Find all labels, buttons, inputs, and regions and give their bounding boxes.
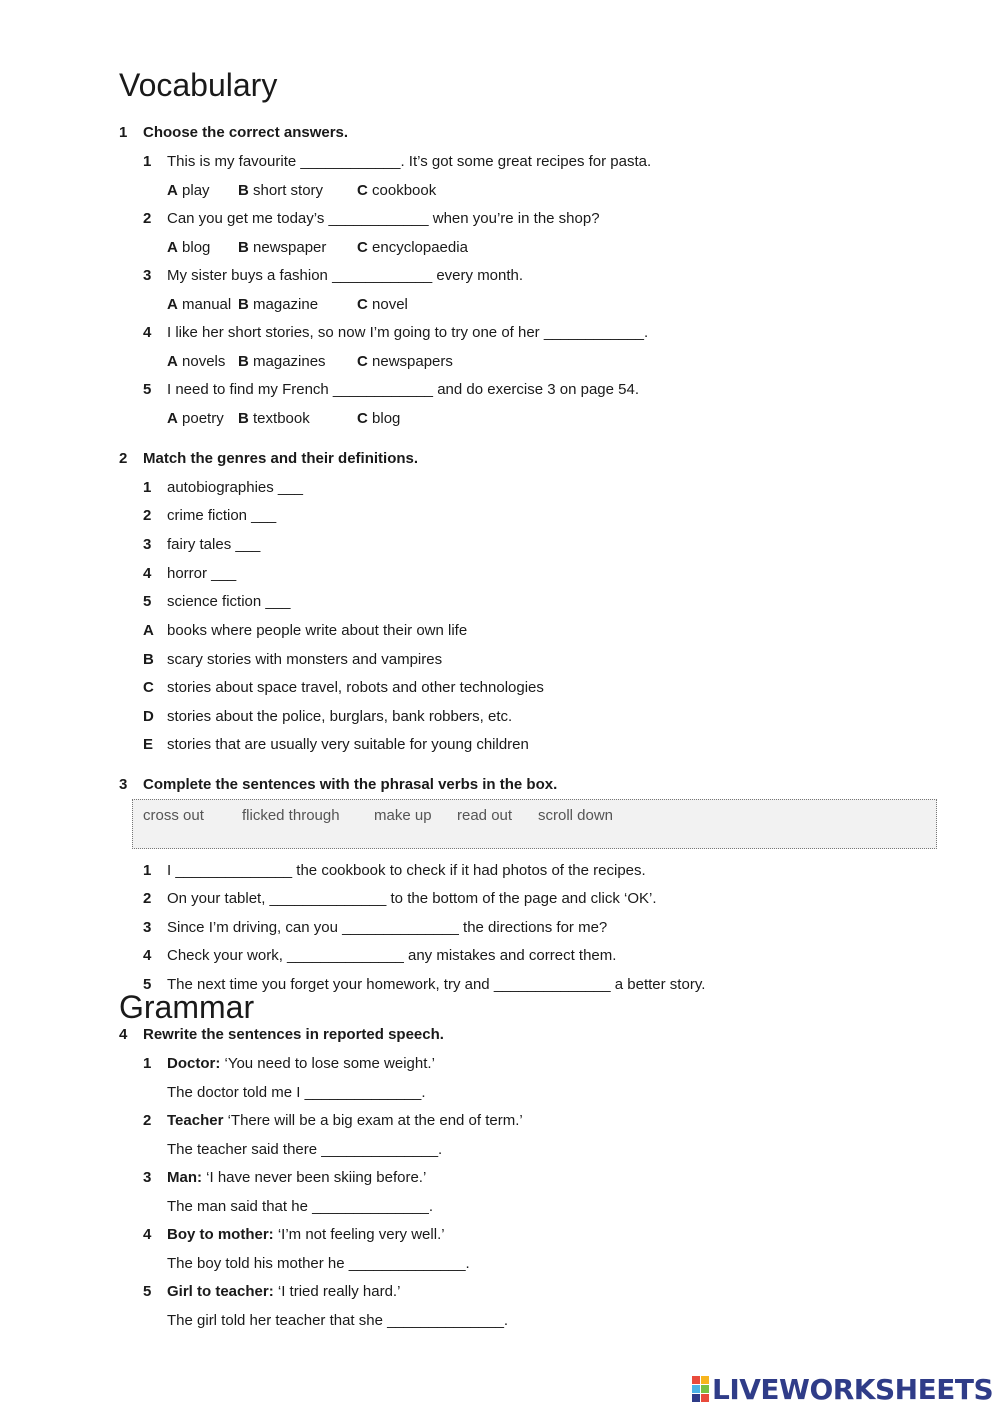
item-number: 5 [143, 381, 152, 398]
question-text: My sister buys a fashion ____________ every month. [167, 267, 524, 284]
option-b[interactable]: B magazines [238, 353, 326, 370]
quote: ‘I have never been skiing before.’ [202, 1169, 427, 1186]
quote: ‘You need to lose some weight.’ [220, 1055, 435, 1072]
section-title-vocabulary: Vocabulary [119, 67, 278, 103]
definition-item: C stories about space travel, robots and other technologies [143, 679, 544, 696]
option-b[interactable]: B textbook [238, 410, 310, 427]
definition-item: E stories that are usually very suitable for young children [143, 736, 529, 753]
exercise-number: 3 [119, 776, 128, 793]
speaker: Teacher [167, 1112, 224, 1129]
box-word: flicked through [242, 807, 340, 824]
box-word: scroll down [538, 807, 614, 824]
genre-item: 5 science fiction ___ [143, 593, 291, 610]
quote: ‘I tried really hard.’ [273, 1283, 401, 1300]
exercise-1-instruction [119, 124, 348, 141]
answer-line: The teacher said there ______________. [167, 1141, 443, 1158]
word-box [132, 799, 937, 849]
exercise-2-instruction [119, 450, 418, 467]
answer-line: The doctor told me I ______________. [167, 1084, 426, 1101]
quote-item: 3 Man: ‘I have never been skiing before.’ [143, 1169, 427, 1186]
option-b[interactable]: B magazine [238, 296, 319, 313]
instruction-text: Complete the sentences with the phrasal verbs in the box. [143, 776, 558, 793]
genre-item: 1 autobiographies ___ [143, 479, 303, 496]
genre-item: 4 horror ___ [143, 565, 237, 582]
quote-item: 2 Teacher ‘There will be a big exam at the end of term.’ [143, 1112, 523, 1129]
exercise-number: 2 [119, 450, 128, 467]
answer-line: The man said that he ______________. [167, 1198, 434, 1215]
question-item [143, 153, 651, 170]
answer-line: The boy told his mother he ______________. [167, 1255, 470, 1272]
option-a[interactable]: A novels [167, 353, 226, 370]
exercise-number: 1 [119, 124, 128, 141]
quote-item: 1 Doctor: ‘You need to lose some weight.’ [143, 1055, 435, 1072]
section-title-grammar: Grammar [119, 989, 255, 1025]
question-text: I need to find my French ____________ and do exercise 3 on page 54. [167, 381, 640, 398]
genre-item: 2 crime fiction ___ [143, 507, 277, 524]
speaker: Boy to mother: [167, 1226, 274, 1243]
liveworksheets-logo [692, 1373, 993, 1405]
item-number: 4 [143, 324, 152, 341]
quote: ‘There will be a big exam at the end of term.’ [223, 1112, 523, 1129]
sentence-item: 2 On your tablet, ______________ to the bottom of the page and click ‘OK’. [143, 890, 657, 907]
option-c[interactable]: C blog [357, 410, 401, 427]
item-number: 2 [143, 210, 152, 227]
question-item [143, 381, 639, 398]
definition-item: A books where people write about their own life [143, 622, 468, 639]
instruction-text: Choose the correct answers. [143, 124, 349, 141]
sentence-item: 4 Check your work, ______________ any mistakes and correct them. [143, 947, 617, 964]
genre-item: 3 fairy tales ___ [143, 536, 261, 553]
quote: ‘I’m not feeling very well.’ [273, 1226, 445, 1243]
option-c[interactable]: C cookbook [357, 182, 437, 199]
definition-item: B scary stories with monsters and vampires [143, 651, 443, 668]
option-c[interactable]: C encyclopaedia [357, 239, 468, 256]
option-c[interactable]: C newspapers [357, 353, 453, 370]
sentence-item: 3 Since I’m driving, can you ______________ the directions for me? [143, 919, 608, 936]
option-a[interactable]: A blog [167, 239, 211, 256]
question-item [143, 210, 600, 227]
item-number: 1 [143, 153, 152, 170]
logo-text: LIVEWORKSHEETS [712, 1372, 994, 1406]
option-a[interactable]: A manual [167, 296, 232, 313]
speaker: Man: [167, 1169, 202, 1186]
speaker: Girl to teacher: [167, 1283, 274, 1300]
instruction-text: Match the genres and their definitions. [143, 450, 419, 467]
definition-item: D stories about the police, burglars, bank robbers, etc. [143, 708, 513, 725]
option-a[interactable]: A poetry [167, 410, 224, 427]
option-b[interactable]: B newspaper [238, 239, 327, 256]
box-word: read out [457, 807, 513, 824]
box-word: make up [374, 807, 432, 824]
exercise-3-instruction [119, 776, 557, 793]
question-text: Can you get me today’s ____________ when you’re in the shop? [167, 210, 600, 227]
item-number: 3 [143, 267, 152, 284]
question-text: I like her short stories, so now I’m going to try one of her ____________. [167, 324, 649, 341]
option-c[interactable]: C novel [357, 296, 408, 313]
answer-line: The girl told her teacher that she ______________. [167, 1312, 509, 1329]
question-item [143, 324, 648, 341]
exercise-number: 4 [119, 1026, 128, 1043]
quote-item: 4 Boy to mother: ‘I’m not feeling very well.’ [143, 1226, 445, 1243]
speaker: Doctor: [167, 1055, 221, 1072]
exercise-4-instruction [119, 1026, 444, 1043]
sentence-item: 5 The next time you forget your homework, try and ______________ a better story. [143, 976, 706, 993]
option-b[interactable]: B short story [238, 182, 324, 199]
quote-item: 5 Girl to teacher: ‘I tried really hard.’ [143, 1283, 401, 1300]
sentence-item: 1 I ______________ the cookbook to check if it had photos of the recipes. [143, 862, 646, 879]
question-text: This is my favourite ____________. It’s got some great recipes for pasta. [167, 153, 652, 170]
option-a[interactable]: A play [167, 182, 210, 199]
box-word: cross out [143, 807, 204, 824]
question-item [143, 267, 523, 284]
instruction-text: Rewrite the sentences in reported speech. [143, 1026, 444, 1043]
logo-mark-icon [692, 1376, 709, 1402]
